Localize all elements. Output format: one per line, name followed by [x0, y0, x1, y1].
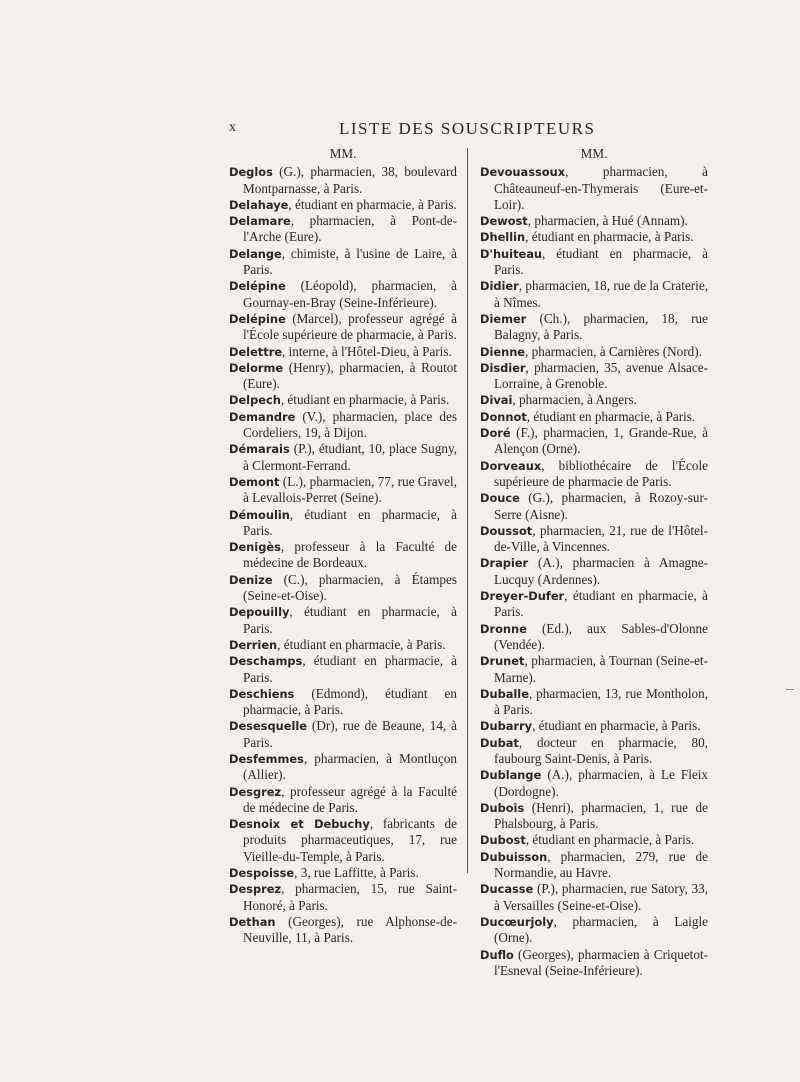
- subscriber-entry: [229, 637, 457, 653]
- subscriber-entry: [480, 621, 708, 654]
- subscriber-name: Doussot: [480, 523, 533, 538]
- subscriber-entry: [480, 767, 708, 800]
- page-header: [0, 119, 800, 141]
- subscriber-entry: [480, 344, 708, 360]
- subscriber-entry: [229, 474, 457, 507]
- subscriber-name: Delamare: [229, 214, 291, 229]
- subscriber-details: , pharmacien, à Laigle (Orne).: [494, 913, 708, 946]
- subscriber-details: , pharmacien, 35, avenue Alsace-Lorraine, à Grenoble.: [494, 359, 708, 392]
- subscriber-details: , pharmacien, à Carnières (Nord).: [525, 343, 702, 359]
- running-title: LISTE DES SOUSCRIPTEURS: [339, 119, 596, 138]
- subscriber-name: Denize: [229, 572, 273, 587]
- subscriber-details: , docteur en pharmacie, 80, faubourg Saint-Denis, à Paris.: [494, 734, 708, 766]
- right-column: [480, 146, 708, 979]
- subscriber-name: Dreyer-Dufer: [480, 589, 565, 604]
- subscriber-details: , étudiant en pharmacie, à Paris.: [532, 718, 701, 734]
- subscriber-name: Demont: [229, 474, 280, 489]
- subscriber-details: , pharmacien, à Montluçon (Allier).: [243, 750, 457, 783]
- subscriber-name: Dubois: [480, 800, 525, 815]
- subscriber-details: , pharmacien, à Tournan (Seine-et-Marne).: [494, 653, 708, 685]
- subscriber-entry: [229, 865, 457, 881]
- subscriber-name: Ducœurjoly: [480, 914, 554, 929]
- subscriber-details: , pharmacien, 21, rue de l'Hôtel-de-Ville, à Vincennes.: [494, 522, 708, 555]
- subscriber-name: Desesquelle: [229, 719, 307, 734]
- subscriber-name: Delettre: [229, 344, 283, 359]
- subscriber-details: (A.), pharmacien, à Le Fleix (Dordogne).: [494, 767, 708, 799]
- subscriber-details: , professeur agrégé à la Faculté de médecine de Paris.: [243, 783, 457, 815]
- subscriber-details: , étudiant en pharmacie, à Paris.: [494, 588, 708, 620]
- subscriber-entry: [229, 392, 457, 408]
- subscriber-details: , pharmacien, à Châteauneuf-en-Thymerais (Eure-et-Loir).: [494, 164, 708, 212]
- subscriber-entry: [229, 197, 457, 213]
- subscriber-name: Duballe: [480, 686, 529, 701]
- subscriber-name: Denigès: [229, 540, 281, 555]
- subscriber-entry: [480, 555, 708, 588]
- subscriber-details: (C.), pharmacien, à Étampes (Seine-et-Oise).: [243, 571, 457, 604]
- subscriber-details: (G.), pharmacien, à Rozoy-sur-Serre (Aisne).: [494, 490, 708, 522]
- subscriber-name: Dubost: [480, 833, 526, 848]
- subscriber-entry: [480, 490, 708, 523]
- subscriber-entry: [480, 392, 708, 408]
- subscriber-name: Desprez: [229, 882, 282, 897]
- subscriber-details: (Ch.), pharmacien, 18, rue Balagny, à Paris.: [494, 310, 708, 343]
- subscriber-entry: [229, 539, 457, 572]
- subscriber-details: , chimiste, à l'usine de Laire, à Paris.: [243, 245, 457, 278]
- subscriber-name: Dorveaux: [480, 458, 542, 473]
- subscriber-entry: [480, 409, 708, 425]
- subscriber-entry: [480, 213, 708, 229]
- subscriber-details: , étudiant en pharmacie, à Paris.: [243, 506, 457, 538]
- subscriber-name: Dethan: [229, 914, 276, 929]
- subscriber-entry: [229, 441, 457, 474]
- subscriber-details: (Marcel), professeur agrégé à l'École supérieure de pharmacie, à Paris.: [243, 310, 457, 343]
- subscriber-details: (Henri), pharmacien, 1, rue de Phalsbourg, à Paris.: [494, 799, 708, 832]
- subscriber-entry: [229, 718, 457, 751]
- subscriber-name: Deglos: [229, 165, 273, 180]
- subscriber-details: (G.), pharmacien, 38, boulevard Montparnasse, à Paris.: [243, 164, 457, 196]
- subscriber-details: , étudiant en pharmacie, à Paris.: [526, 408, 696, 424]
- subscriber-name: Delépine: [229, 311, 286, 326]
- subscriber-entry: [229, 653, 457, 686]
- subscriber-entry: [229, 507, 457, 540]
- subscriber-name: Dienne: [480, 344, 526, 359]
- subscriber-details: (Dr), rue de Beaune, 14, à Paris.: [243, 718, 457, 750]
- subscriber-details: , étudiant en pharmacie, à Paris.: [280, 392, 450, 408]
- subscriber-name: Demandre: [229, 409, 296, 424]
- subscriber-name: Deschamps: [229, 654, 303, 669]
- subscriber-details: (P.), pharmacien, rue Satory, 33, à Versailles (Seine-et-Oise).: [494, 881, 708, 913]
- subscriber-details: , étudiant en pharmacie, à Paris.: [277, 636, 446, 652]
- column-heading: MM.: [329, 146, 357, 161]
- subscriber-entry: [480, 686, 708, 719]
- subscriber-details: (V.), pharmacien, place des Cordeliers, 19, à Dijon.: [243, 408, 457, 441]
- subscriber-name: Duflo: [480, 947, 514, 962]
- subscriber-entry: [229, 278, 457, 311]
- margin-mark: [786, 689, 794, 690]
- subscriber-name: Dewost: [480, 214, 528, 229]
- subscriber-name: Drunet: [480, 654, 525, 669]
- subscriber-name: Dubat: [480, 735, 519, 750]
- subscriber-name: Disdier: [480, 360, 526, 375]
- subscriber-entry: [480, 849, 708, 882]
- subscriber-name: Dubarry: [480, 719, 533, 734]
- subscriber-details: , interne, à l'Hôtel-Dieu, à Paris.: [282, 343, 452, 359]
- subscriber-details: (Georges), pharmacien à Criquetot-l'Esneval (Seine-Inférieure).: [494, 946, 708, 978]
- subscriber-name: Delahaye: [229, 197, 289, 212]
- subscriber-entry: [229, 604, 457, 637]
- subscriber-name: Doré: [480, 426, 511, 441]
- left-column: [229, 146, 457, 947]
- subscriber-details: (Léopold), pharmacien, à Gournay-en-Bray (Seine-Inférieure).: [243, 278, 457, 310]
- subscriber-name: Devouassoux: [480, 165, 566, 180]
- subscriber-entry: [229, 881, 457, 914]
- subscriber-entry: [480, 164, 708, 213]
- subscriber-entry: [229, 213, 457, 246]
- subscriber-entry: [480, 947, 708, 980]
- subscriber-name: Démarais: [229, 442, 290, 457]
- subscriber-entry: [480, 360, 708, 393]
- subscriber-entry: [480, 278, 708, 311]
- subscriber-name: Divai: [480, 393, 513, 408]
- subscriber-name: Démoulin: [229, 507, 290, 522]
- subscriber-entry: [229, 816, 457, 865]
- subscriber-name: Drapier: [480, 556, 529, 571]
- subscriber-details: , pharmacien, 18, rue de la Craterie, à Nîmes.: [494, 278, 708, 310]
- subscriber-details: (L.), pharmacien, 77, rue Gravel, à Levallois-Perret (Seine).: [243, 473, 457, 506]
- subscriber-details: (Ed.), aux Sables-d'Olonne (Vendée).: [494, 620, 708, 652]
- subscriber-name: Desnoix et Debuchy: [229, 817, 370, 832]
- subscriber-entry: [480, 229, 708, 245]
- subscriber-entry: [480, 523, 708, 556]
- subscriber-details: , professeur à la Faculté de médecine de Bordeaux.: [243, 539, 457, 571]
- subscriber-details: (A.), pharmacien à Amagne-Lucquy (Ardennes).: [494, 555, 708, 587]
- subscriber-name: Despoisse: [229, 866, 295, 881]
- subscriber-details: , pharmacien, à Hué (Annam).: [527, 213, 688, 229]
- subscriber-details: , étudiant en pharmacie, à Paris.: [288, 196, 457, 212]
- subscriber-details: (Edmond), étudiant en pharmacie, à Paris.: [243, 685, 457, 718]
- subscriber-name: Donnot: [480, 409, 527, 424]
- subscriber-details: , pharmacien, 15, rue Saint-Honoré, à Paris.: [243, 881, 457, 913]
- subscriber-entry: [229, 914, 457, 947]
- subscriber-entry: [480, 588, 708, 621]
- subscriber-entry: [480, 735, 708, 768]
- subscriber-details: , étudiant en pharmacie, à Paris.: [525, 229, 694, 245]
- subscriber-name: Desgrez: [229, 784, 282, 799]
- subscriber-entry: [480, 800, 708, 833]
- subscriber-details: (Henry), pharmacien, à Routot (Eure).: [243, 359, 457, 392]
- subscriber-details: , pharmacien, à Pont-de-l'Arche (Eure).: [243, 213, 457, 245]
- subscriber-entry: [480, 718, 708, 734]
- subscriber-name: Dubuisson: [480, 849, 548, 864]
- subscriber-details: , pharmacien, à Angers.: [512, 392, 637, 408]
- subscriber-details: , étudiant en pharmacie, à Paris.: [243, 604, 457, 636]
- subscriber-entry: [229, 311, 457, 344]
- subscriber-entry: [229, 572, 457, 605]
- subscriber-details: (P.), étudiant, 10, place Sugny, à Clermont-Ferrand.: [243, 441, 457, 473]
- subscriber-details: , étudiant en pharmacie, à Paris.: [525, 832, 695, 848]
- subscriber-name: Dhellin: [480, 230, 526, 245]
- subscriber-entry: [229, 360, 457, 393]
- subscriber-entry: [480, 832, 708, 848]
- subscriber-entry: [229, 784, 457, 817]
- subscriber-name: Didier: [480, 279, 519, 294]
- column-divider: [467, 148, 468, 873]
- subscriber-name: Delange: [229, 246, 282, 261]
- subscriber-name: D'huiteau: [480, 246, 543, 261]
- subscriber-details: , étudiant en pharmacie, à Paris.: [494, 245, 708, 278]
- subscriber-entry: [480, 458, 708, 491]
- subscriber-entry: [480, 425, 708, 458]
- subscriber-details: (Georges), rue Alphonse-de-Neuville, 11, à Paris.: [243, 913, 457, 946]
- subscriber-entry: [229, 246, 457, 279]
- subscriber-details: , fabricants de produits pharmaceutiques, 17, rue Vieille-du-Temple, à Paris.: [243, 816, 457, 864]
- subscriber-entry: [480, 914, 708, 947]
- subscriber-name: Desfemmes: [229, 751, 304, 766]
- subscriber-entry: [480, 881, 708, 914]
- subscriber-name: Ducasse: [480, 882, 534, 897]
- subscriber-entry: [229, 751, 457, 784]
- subscriber-name: Douce: [480, 491, 520, 506]
- subscriber-name: Depouilly: [229, 605, 290, 620]
- subscriber-details: , 3, rue Laffitte, à Paris.: [294, 865, 419, 881]
- subscriber-entry: [480, 246, 708, 279]
- subscriber-name: Delorme: [229, 360, 284, 375]
- subscriber-details: , étudiant en pharmacie, à Paris.: [243, 653, 457, 685]
- subscriber-name: Dronne: [480, 621, 527, 636]
- subscriber-entry: [229, 409, 457, 442]
- subscriber-name: Deschiens: [229, 686, 295, 701]
- subscriber-entry: [480, 653, 708, 686]
- column-heading: MM.: [580, 146, 608, 161]
- subscriber-details: , pharmacien, 279, rue de Normandie, au Havre.: [494, 848, 708, 881]
- subscriber-name: Dublange: [480, 768, 542, 783]
- subscriber-name: Diemer: [480, 311, 527, 326]
- subscriber-entry: [229, 686, 457, 719]
- subscriber-details: , bibliothécaire de l'École supérieure de pharmacie de Paris.: [494, 457, 708, 489]
- subscriber-name: Delépine: [229, 279, 286, 294]
- subscriber-details: , pharmacien, 13, rue Montholon, à Paris.: [494, 685, 708, 718]
- subscriber-entry: [229, 164, 457, 197]
- page-number: x: [229, 120, 236, 135]
- subscriber-name: Delpech: [229, 393, 281, 408]
- subscriber-entry: [480, 311, 708, 344]
- subscriber-entry: [229, 344, 457, 360]
- subscriber-name: Derrien: [229, 637, 278, 652]
- subscriber-details: (F.), pharmacien, 1, Grande-Rue, à Alençon (Orne).: [494, 425, 708, 457]
